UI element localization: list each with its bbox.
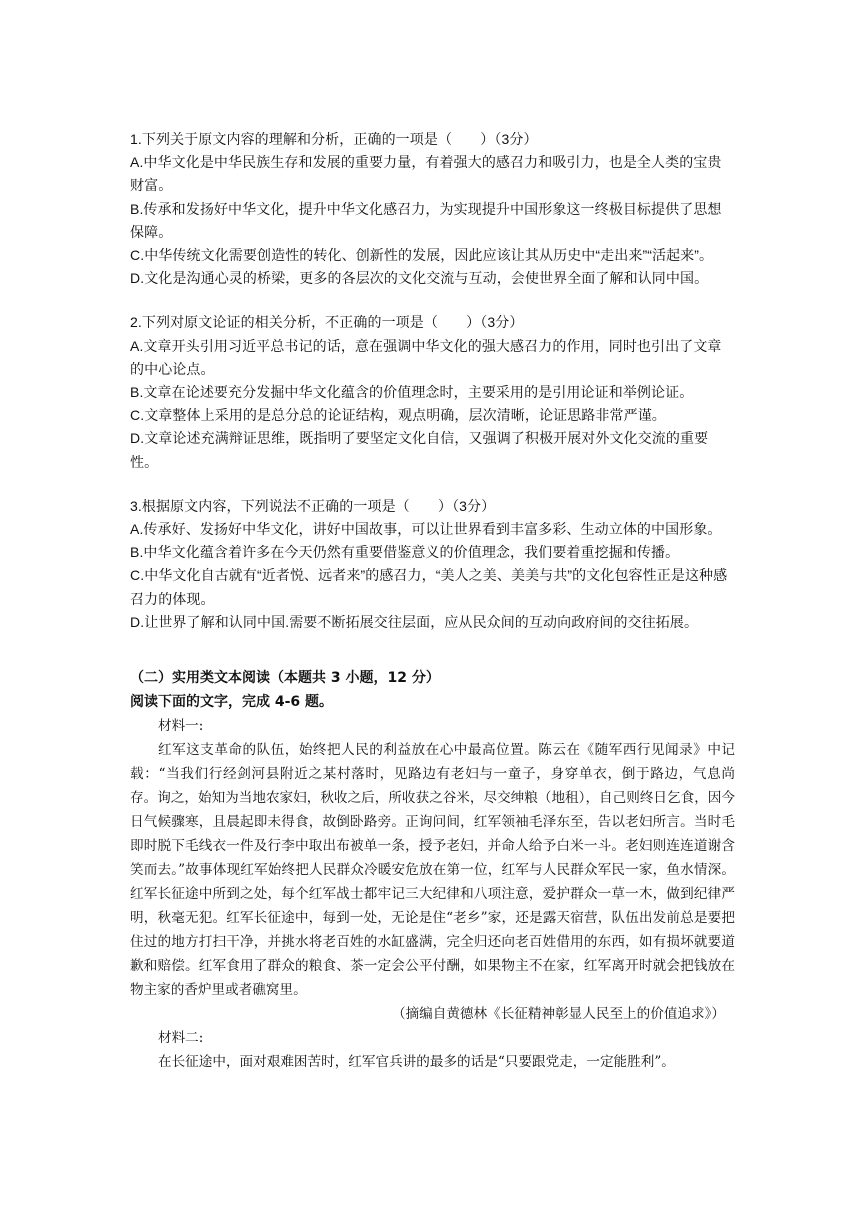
question-2-stem: 2.下列对原文论证的相关分析，不正确的一项是（ ）（3分）: [130, 314, 524, 331]
question-1-stem: 1.下列关于原文内容的理解和分析，正确的一项是（ ）（3分）: [130, 131, 538, 147]
question-2-option-d: D.文章论述充满辩证思维，既指明了要坚定文化自信，又强调了积极开展对外文化交流的重要性。: [130, 430, 709, 470]
spacer: [130, 474, 735, 495]
question-2-option-c: C.文章整体上采用的是总分总的论证结构，观点明确，层次清晰，论证思路非常严谨。: [130, 407, 666, 424]
material-1-text: 红军这支革命的队伍，始终把人民的利益放在心中最高位置。陈云在《随军西行见闻录》中记载：“当我们行经剑河县附近之某村落时，见路边有老妇与一童子，身穿单衣，倒于路边，气息尚存。询之，始知为当地农家妇，秋收之后，所收获之谷米，尽交绅粮（地租），自己则终日乞食，因今日气候骤寒，且晨起即未得食，故倒卧路旁。正询问间，红军领袖毛泽东至，告以老妇所言。当时毛即时脱下毛线衣一件及行李中取出布被单一条，授予老妇，并命人给予白米一斗。老妇则连连道谢含笑而去。”故事体现红军始终把人民群众冷暖安危放在第一位，红军与人民群众军民一家，鱼水情深。红军长征途中所到之处，每个红军战士都牢记三大纪律和八项注意，爱护群众一草一木，做到纪律严明，秋毫无犯。红军长征途中，每到一处，无论是住“老乡”家，还是露天宿营，队伍出发前总是要把住过的地方打扫干净，并挑水将老百姓的水缸盛满，完全归还向老百姓借用的东西，如有损坏就要道歉和赔偿。红军食用了群众的粮食、茶一定会公平付酬，如果物主不在家，红军离开时就会把钱放在物主家的香炉里或者礁窝里。: [130, 742, 735, 999]
question-3-option-d: D.让世界了解和认同中国.需要不断拓展交往层面，应从民众间的互动向政府间的交往拓展。: [130, 613, 699, 630]
question-2-option-a: A.文章开头引用习近平总书记的话，意在强调中华文化的强大感召力的作用，同时也引出了文章的中心论点。: [130, 337, 722, 377]
question-1-option-b: B.传承和发扬好中华文化，提升中华文化感召力，为实现提升中国形象这一终极目标提供了思想保障。: [130, 200, 722, 240]
reading-passage: [130, 714, 735, 1074]
page-content: [130, 128, 735, 1074]
question-1-option-c: C.中华传统文化需要创造性的转化、创新性的发展，因此应该让其从历史中“走出来”“活起来”。: [130, 247, 714, 264]
question-3-option-c: C.中华文化自古就有“近者悦、远者来”的感召力，“美人之美、美美与共”的文化包容性正是这种感召力的体现。: [130, 567, 728, 607]
spacer: [130, 290, 735, 311]
question-1: [130, 128, 735, 290]
material-2-text: 在长征途中，面对艰难困苦时，红军官兵讲的最多的话是“只要跟党走，一定能胜利”。: [158, 1054, 675, 1071]
material-1-source: （摘编自黄德林《长征精神彰显人民至上的价值追求》）: [391, 1006, 725, 1023]
question-3-option-a: A.传承好、发扬好中华文化，讲好中国故事，可以让世界看到丰富多彩、生动立体的中国形象。: [130, 521, 722, 538]
question-2: [130, 311, 735, 473]
question-1-option-d: D.文化是沟通心灵的桥梁，更多的各层次的文化交流与互动，会使世界全面了解和认同中国。: [130, 270, 709, 287]
question-1-option-a: A.中华文化是中华民族生存和发展的重要力量，有着强大的感召力和吸引力，也是全人类的宝贵财富。: [130, 154, 722, 194]
question-3-stem: 3.根据原文内容，下列说法不正确的一项是（ ）（3分）: [130, 497, 496, 514]
section-instruction: 阅读下面的文字，完成 4-6 题。: [130, 694, 334, 711]
question-3: [130, 495, 735, 634]
section-heading: （二）实用类文本阅读（本题共 3 小题，12 分）: [130, 670, 440, 687]
question-2-option-b: B.文章在论述要充分发掘中华文化蕴含的价值理念时，主要采用的是引用论证和举例论证。: [130, 384, 694, 401]
spacer: [130, 634, 735, 666]
question-3-option-b: B.中华文化蕴含着许多在今天仍然有重要借鉴意义的价值理念，我们要着重挖掘和传播。: [130, 544, 680, 561]
material-1-label: 材料一:: [158, 718, 204, 735]
material-2-label: 材料二:: [158, 1030, 204, 1047]
